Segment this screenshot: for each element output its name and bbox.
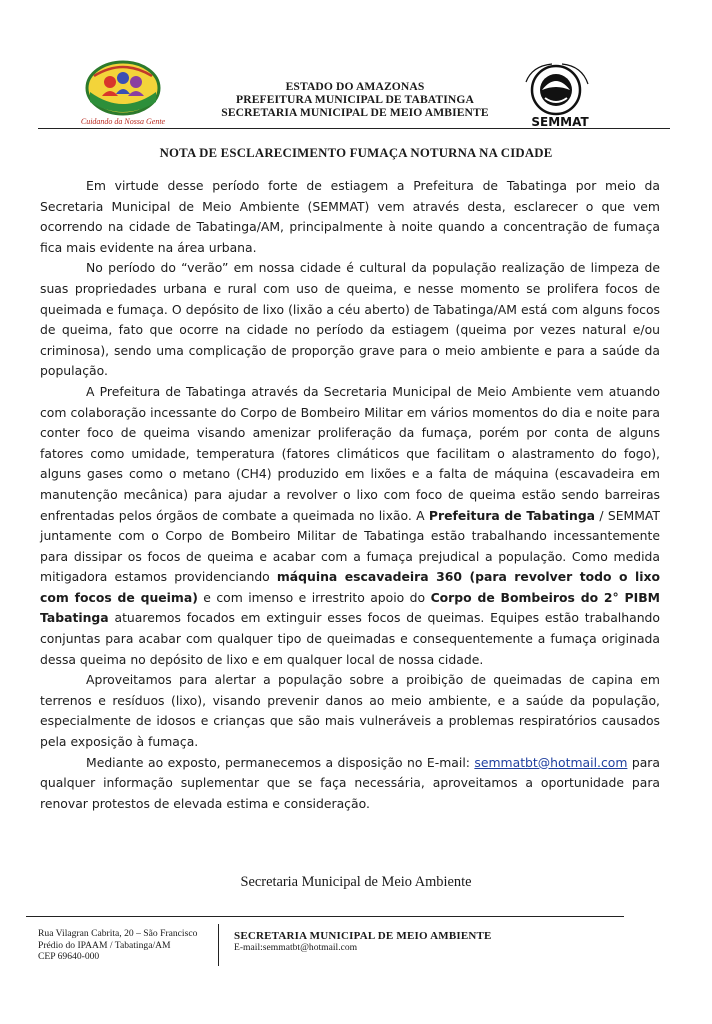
paragraph-3-bold-prefeitura: Prefeitura de Tabatinga bbox=[428, 507, 596, 523]
footer-address-line-2: Prédio do IPAAM / Tabatinga/AM bbox=[38, 939, 171, 951]
paragraph-5-text-a: Mediante ao exposto, permanecemos a disposição no E-mail: bbox=[86, 754, 475, 770]
footer-contact bbox=[234, 930, 564, 954]
footer-divider bbox=[26, 916, 624, 917]
semmat-logo-icon bbox=[512, 60, 608, 132]
logo-caption: Cuidando da Nossa Gente bbox=[80, 117, 166, 126]
paragraph-3-text-c: / SEMMAT juntamente com o Corpo de Bombeiro Militar de Tabatinga estão trabalhando incessantemente para dissipar os focos de queima e acabar com a fumaça prejudical a população. Como medida mitigadora estamos providenciando bbox=[40, 507, 660, 585]
header-divider bbox=[38, 128, 670, 129]
paragraph-3-text-a: A Prefeitura de Tabatinga através da Secretaria Municipal de Meio Ambiente vem atuando com colaboração incessante do Corpo de Bombeiro Militar em vários momentos do dia e noite para conter foco de queima visando amenizar proliferação da fumaça, porém por conta de alguns fatores como umidade, temperatura (fatores climáticos que facilitam o alastramento do fogo), alguns gases como o metano (CH4) produzido em lixões e a falta de máquina (escavadeira em manutenção mecânica) para ajudar a revolver o lixo com foco de queima estão sendo barreiras enfrentadas pelos órgãos de combate a queimada no lixão. A bbox=[40, 383, 660, 523]
paragraph-3-text-e: e com imenso e irrestrito apoio do bbox=[197, 589, 431, 605]
header-secretariat: SECRETARIA MUNICIPAL DE MEIO AMBIENTE bbox=[221, 106, 489, 119]
paragraph-4: Aproveitamos para alertar a população sobre a proibição de queimadas de capina em terrenos e resíduos (lixo), visando prevenir danos ao meio ambiente, e a saúde da população, especialmente de idosos e crianças que são mais vulneráveis a problemas respiratórios causados pela exposição à fumaça. bbox=[40, 672, 660, 750]
paragraph-3-bold-bombeiros: Corpo de Bombeiros do 2° PIBM Tabatinga bbox=[40, 589, 660, 626]
paragraph-3 bbox=[40, 382, 660, 670]
prefeitura-tabatinga-logo-icon bbox=[80, 58, 166, 128]
footer-address bbox=[38, 928, 218, 963]
footer-org-name: SECRETARIA MUNICIPAL DE MEIO AMBIENTE bbox=[234, 930, 492, 942]
footer-address-line-3: CEP 69640-000 bbox=[38, 951, 100, 962]
footer-email[interactable]: E-mail:semmatbt@hotmail.com bbox=[234, 942, 358, 953]
footer-column-divider bbox=[218, 924, 219, 966]
footer-address-line-1: Rua Vilagran Cabrita, 20 – São Francisco bbox=[38, 928, 198, 939]
paragraph-3-text-g: atuaremos focados em extinguir esses focos de queimas. Equipes estão trabalhando conjuntas para acabar com qualquer tipo de queimadas e consequentemente a fumaça originada dessa queima no depósito de lixo e em qualquer local de nossa cidade. bbox=[40, 610, 660, 667]
signature: Secretaria Municipal de Meio Ambiente bbox=[240, 874, 472, 890]
paragraph-1: Em virtude desse período forte de estiagem a Prefeitura de Tabatinga por meio da Secretaria Municipal de Meio Ambiente (SEMMAT) vem através desta, esclarecer o que vem ocorrendo na cidade de Tabatinga/AM, principalmente à noite quando a concentração de fumaça fica mais evidente na área urbana. bbox=[40, 178, 660, 255]
paragraph-3-bold-machine: máquina escavadeira 360 (para revolver todo o lixo com focos de queima) bbox=[40, 569, 660, 605]
semmat-logo-name: SEMMAT bbox=[531, 115, 589, 129]
header-prefecture: PREFEITURA MUNICIPAL DE TABATINGA bbox=[236, 93, 474, 106]
header-state: ESTADO DO AMAZONAS bbox=[285, 80, 425, 93]
paragraph-5 bbox=[40, 753, 660, 815]
paragraph-2: No período do “verão” em nossa cidade é cultural da população realização de limpeza de suas propriedades urbana e rural com uso de queima, e nesse momento se prolifera focos de queimada e fumaça. O depósito de lixo (lixão a céu aberto) de Tabatinga/AM está com alguns focos de queima, fato que ocorre na cidade no período da estiagem (queima por vezes natural e/ou criminosa), sendo uma complicação de proporção grave para o meio ambiente e para a saúde da população. bbox=[40, 260, 660, 379]
document-body bbox=[40, 176, 660, 814]
document-title: NOTA DE ESCLARECIMENTO FUMAÇA NOTURNA NA CIDADE bbox=[159, 146, 553, 160]
letterhead bbox=[200, 80, 510, 119]
email-link[interactable]: semmatbt@hotmail.com bbox=[474, 754, 628, 770]
paragraph-5-text-b: para qualquer informação suplementar que se faça necessária, aproveitamos a oportunidade para renovar protestos de elevada estima e consideração. bbox=[40, 754, 660, 811]
